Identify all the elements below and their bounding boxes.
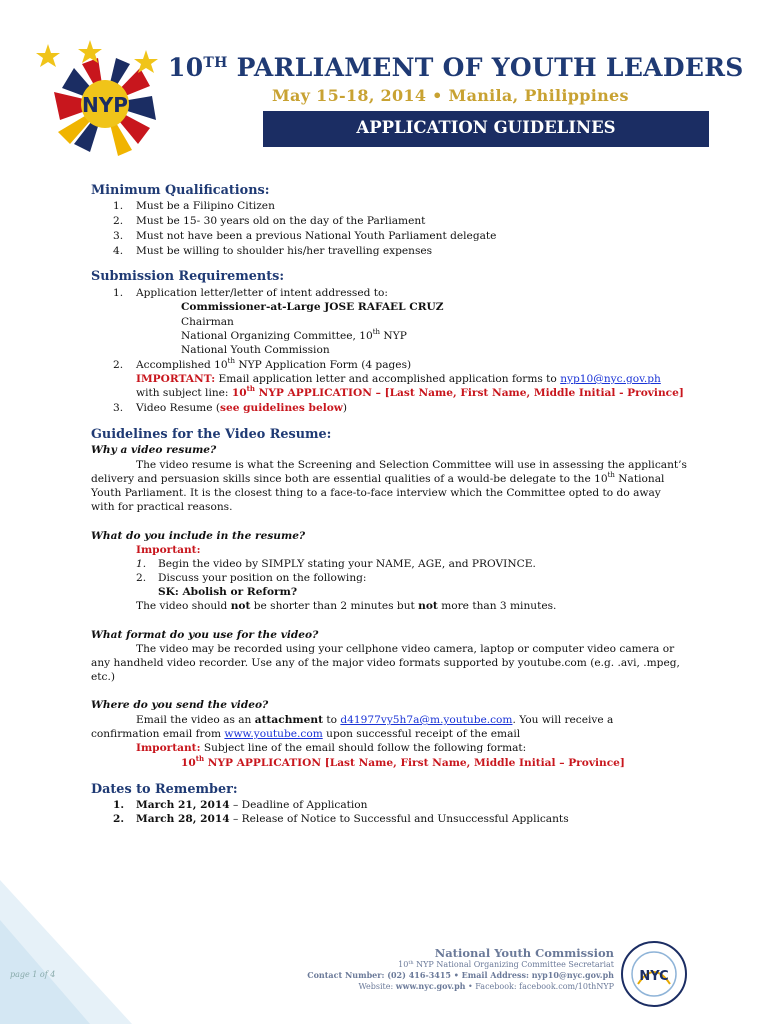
- list-item: Discuss your position on the following:: [158, 572, 367, 584]
- logo-text: NYP: [82, 93, 128, 117]
- video-heading: Guidelines for the Video Resume:: [91, 427, 332, 442]
- page-number: page 1 of 4: [10, 970, 56, 979]
- list-item-number: 2.: [113, 359, 124, 371]
- send-question: Where do you send the video?: [91, 699, 269, 711]
- list-item: Must be 15- 30 years old on the day of the Parliament: [136, 215, 426, 227]
- website-link[interactable]: www.nyc.gov.ph: [395, 981, 466, 991]
- dates-heading: Dates to Remember:: [91, 782, 238, 797]
- addressee-org: National Organizing Committee, 10th NYP: [181, 328, 407, 342]
- list-item-number: 3.: [113, 402, 124, 414]
- list-item: Accomplished 10th NYP Application Form (4 pages): [136, 357, 412, 371]
- banner-title: APPLICATION GUIDELINES: [356, 118, 616, 137]
- list-item-number: 1.: [113, 200, 124, 212]
- submission-heading: Submission Requirements:: [91, 269, 285, 284]
- guidelines-banner: [263, 111, 709, 147]
- page-title: 10TH PARLIAMENT OF YOUTH LEADERS: [168, 53, 744, 82]
- svg-text:NYC: NYC: [639, 969, 669, 984]
- paragraph-line: delivery and persuasion skills since both are essential qualities of a would-be delegate to the 10th National: [91, 471, 665, 485]
- list-item-number: 1.: [136, 558, 147, 570]
- why-question: Why a video resume?: [91, 444, 217, 456]
- corner-decoration: [0, 880, 140, 1024]
- nyp-logo: [34, 40, 176, 168]
- footer-contact: Contact Number: (02) 416-3415 • Email Address: nyp10@nyc.gov.ph: [307, 970, 614, 980]
- length-rule: The video should not be shorter than 2 minutes but not more than 3 minutes.: [136, 600, 557, 612]
- footer-org: National Youth Commission: [434, 946, 614, 960]
- list-item: Must be a Filipino Citizen: [136, 200, 275, 212]
- list-item: Must be willing to shoulder his/her travelling expenses: [136, 245, 433, 257]
- list-item: Application letter/letter of intent addressed to:: [136, 287, 388, 299]
- paragraph-line: confirmation email from www.youtube.com upon successful receipt of the email: [91, 728, 521, 740]
- see-guidelines-link[interactable]: see guidelines below: [219, 402, 343, 414]
- list-item: Video Resume (see guidelines below): [136, 402, 348, 414]
- nyc-seal-icon: [620, 940, 688, 1008]
- sk-topic: SK: Abolish or Reform?: [158, 586, 298, 598]
- paragraph-line: The video resume is what the Screening and Selection Committee will use in assessing the applicant’s: [136, 459, 687, 471]
- event-date-location: May 15-18, 2014 • Manila, Philippines: [272, 86, 629, 105]
- addressee-title: Chairman: [181, 316, 234, 328]
- addressee-commission: National Youth Commission: [181, 344, 330, 356]
- list-item-number: 1.: [113, 287, 124, 299]
- format-question: What format do you use for the video?: [91, 629, 319, 641]
- include-question: What do you include in the resume?: [91, 530, 306, 542]
- important-note: Important: Subject line of the email should follow the following format:: [136, 742, 527, 754]
- date-item: March 21, 2014 – Deadline of Application: [136, 799, 368, 811]
- list-item-number: 4.: [113, 245, 124, 257]
- youtube-link[interactable]: www.youtube.com: [224, 728, 323, 740]
- paragraph-line: Email the video as an attachment to d41977vy5h7a@m.youtube.com. You will receive a: [136, 714, 614, 726]
- important-label: Important:: [136, 544, 201, 556]
- footer-secretariat: 10th NYP National Organizing Committee Secretariat: [398, 960, 614, 969]
- email-subject-format: 10th NYP APPLICATION [Last Name, First Name, Middle Initial – Province]: [181, 754, 625, 769]
- list-item: Must not have been a previous National Youth Parliament delegate: [136, 230, 497, 242]
- list-item-number: 1.: [113, 799, 125, 811]
- list-item-number: 2.: [136, 572, 147, 584]
- youtube-email-link[interactable]: d41977vy5h7a@m.youtube.com: [340, 714, 513, 726]
- paragraph-line: The video may be recorded using your cellphone video camera, laptop or computer video camera or: [136, 643, 675, 655]
- paragraph-line: any handheld video recorder. Use any of the major video formats supported by youtube.com (e.g. .avi, .mpeg,: [91, 657, 680, 669]
- important-note: IMPORTANT: Email application letter and accomplished application forms to nyp10@nyc.gov.ph: [136, 373, 661, 385]
- footer-website: Website: www.nyc.gov.ph • Facebook: facebook.com/10thNYP: [358, 981, 614, 991]
- paragraph-line: etc.): [91, 671, 115, 683]
- addressee-name: Commissioner-at-Large JOSE RAFAEL CRUZ: [181, 301, 444, 313]
- list-item-number: 2.: [113, 215, 124, 227]
- paragraph-line: with for practical reasons.: [91, 501, 233, 513]
- nyp-email-link[interactable]: nyp10@nyc.gov.ph: [560, 373, 661, 385]
- qualifications-heading: Minimum Qualifications:: [91, 183, 270, 198]
- date-item: March 28, 2014 – Release of Notice to Successful and Unsuccessful Applicants: [136, 813, 569, 825]
- list-item: Begin the video by SIMPLY stating your NAME, AGE, and PROVINCE.: [158, 558, 536, 570]
- list-item-number: 3.: [113, 230, 124, 242]
- list-item-number: 2.: [113, 813, 125, 825]
- subject-line: with subject line: 10th NYP APPLICATION – [Last Name, First Name, Middle Initial - Province]: [136, 384, 684, 399]
- paragraph-line: Youth Parliament. It is the closest thing to a face-to-face interview which the Committee opted to do away: [91, 487, 661, 499]
